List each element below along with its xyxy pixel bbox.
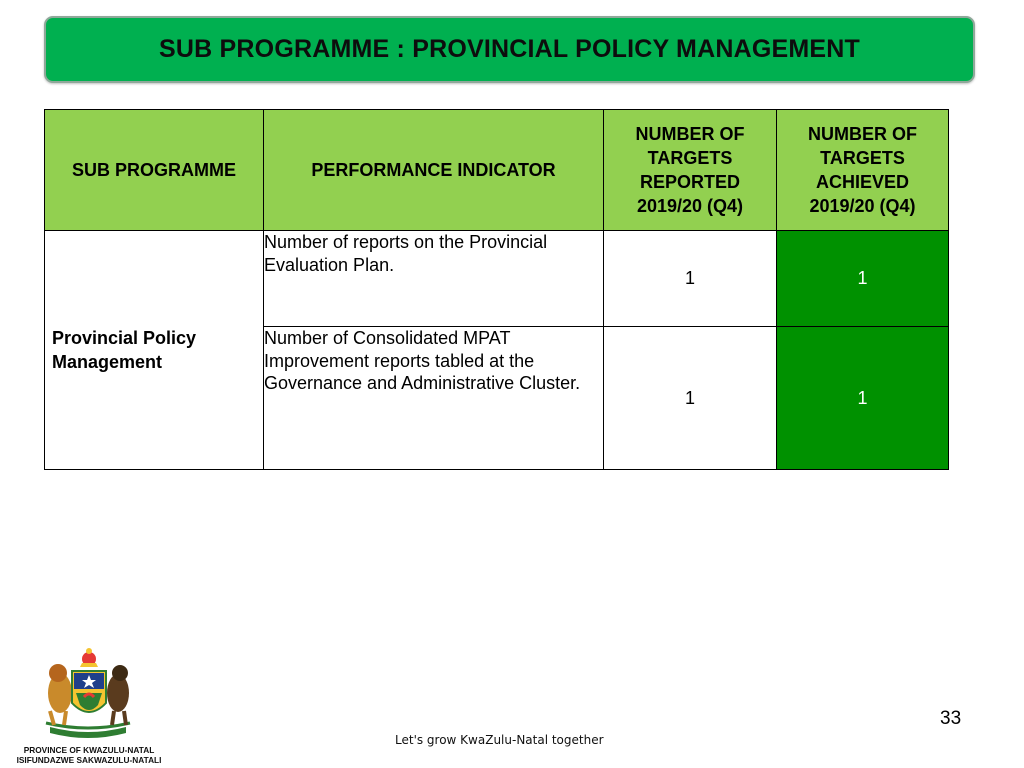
- indicator-cell: Number of reports on the Provincial Evaluation Plan.: [264, 231, 604, 327]
- reported-cell: 1: [604, 231, 777, 327]
- title-banner: [44, 16, 975, 83]
- achieved-cell: 1: [777, 231, 949, 327]
- footer-tagline: Let's grow KwaZulu-Natal together: [395, 733, 604, 747]
- slide-title: SUB PROGRAMME : PROVINCIAL POLICY MANAGEMENT: [159, 35, 860, 63]
- header-sub-programme: SUB PROGRAMME: [45, 110, 264, 231]
- header-targets-reported: NUMBER OF TARGETS REPORTED 2019/20 (Q4): [604, 110, 777, 231]
- table-row: [45, 231, 949, 327]
- province-name-english: PROVINCE OF KWAZULU-NATAL: [23, 745, 155, 755]
- table-header-row: [45, 110, 949, 231]
- sub-programme-cell: Provincial Policy Management: [45, 231, 264, 470]
- achieved-cell: 1: [777, 327, 949, 470]
- coat-of-arms-logo: [36, 645, 140, 741]
- reported-cell: 1: [604, 327, 777, 470]
- page-number: 33: [940, 708, 962, 729]
- province-name-zulu: ISIFUNDAZWE SAKWAZULU-NATALI: [16, 755, 162, 765]
- performance-table: [44, 109, 949, 470]
- indicator-cell: Number of Consolidated MPAT Improvement reports tabled at the Governance and Administrative Cluster.: [264, 327, 604, 470]
- header-targets-achieved: NUMBER OF TARGETS ACHIEVED 2019/20 (Q4): [777, 110, 949, 231]
- header-performance-indicator: PERFORMANCE INDICATOR: [264, 110, 604, 231]
- coat-of-arms-icon: [36, 645, 140, 741]
